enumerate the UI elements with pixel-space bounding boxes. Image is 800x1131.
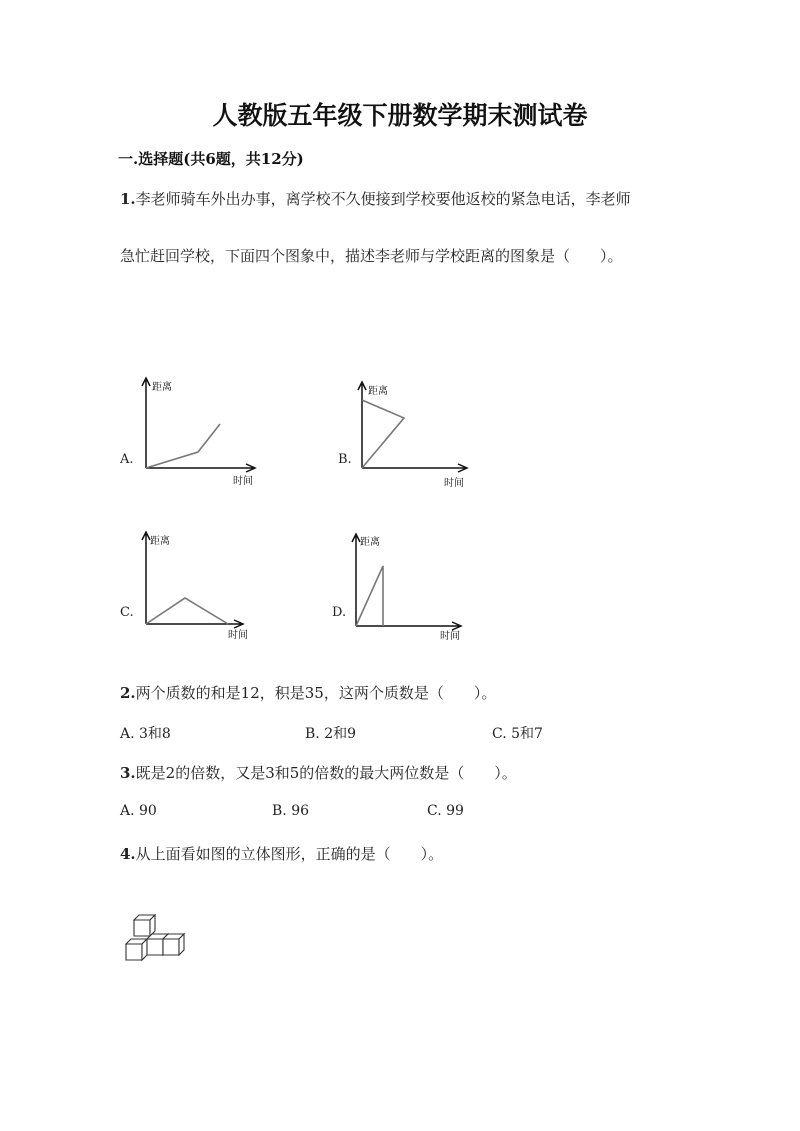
question-1-number: 1. [120,190,136,208]
graph-b-label: B. [338,452,352,467]
graph-a-y-axis [142,378,150,468]
graph-c-y-axis [142,532,150,624]
graph-d-x-axis [356,622,461,630]
question-1-line-1 [120,188,631,209]
graph-d-y-axis [352,534,360,626]
cube-figure [120,914,195,969]
question-2-option-a[interactable]: A. 3和8 [120,726,171,742]
question-4 [120,843,443,864]
graph-d-line [356,566,383,626]
graph-b-line [362,400,404,468]
question-1-line-2: 急忙赶回学校，下面四个图象中，描述李老师与学校距离的图象是（ ）。 [120,247,623,265]
graph-a-line [146,424,220,468]
question-4-number: 4. [120,845,136,863]
question-3-option-c[interactable]: C. 99 [427,803,464,819]
graph-c-xlabel: 时间 [228,630,248,641]
graph-c [138,528,268,644]
graph-d-xlabel: 时间 [440,631,460,642]
question-2-option-c[interactable]: C. 5和7 [492,726,543,742]
question-3 [120,762,517,783]
graph-c-x-axis [146,620,243,628]
page-title: 人教版五年级下册数学期末测试卷 [212,101,588,130]
graph-c-line [146,598,228,624]
cube-top [134,915,155,936]
graph-c-ylabel: 距离 [150,536,170,547]
graph-d [348,530,478,644]
graph-b-ylabel: 距离 [368,386,388,397]
cube-bottom-left [126,939,147,960]
question-3-option-a[interactable]: A. 90 [120,803,157,819]
question-2-number: 2. [120,684,136,702]
question-2-text: 两个质数的和是12，积是35，这两个质数是（ ）。 [135,684,497,702]
question-3-option-b[interactable]: B. 96 [272,803,310,819]
graph-d-ylabel: 距离 [360,537,380,548]
graph-a-xlabel: 时间 [233,476,253,487]
graph-a [138,374,268,492]
cube-bottom-right [163,934,184,955]
section-heading: 一.选择题(共6题，共12分) [118,150,304,168]
graph-b [354,378,484,492]
question-1-text-1: 李老师骑车外出办事，离学校不久便接到学校要他返校的紧急电话，李老师 [135,190,631,208]
graph-a-label: A. [120,452,134,467]
question-4-text: 从上面看如图的立体图形，正确的是（ ）。 [135,845,444,863]
question-3-text: 既是2的倍数，又是3和5的倍数的最大两位数是（ ）。 [135,764,517,782]
graph-a-x-axis [146,464,255,472]
question-3-number: 3. [120,764,136,782]
graph-d-label: D. [332,605,347,620]
graph-b-x-axis [362,464,467,472]
graph-b-xlabel: 时间 [444,478,464,489]
graph-c-label: C. [120,605,134,620]
graph-a-ylabel: 距离 [152,382,172,393]
graph-b-y-axis [358,382,366,468]
question-2-option-b[interactable]: B. 2和9 [305,726,357,742]
question-2 [120,682,496,703]
